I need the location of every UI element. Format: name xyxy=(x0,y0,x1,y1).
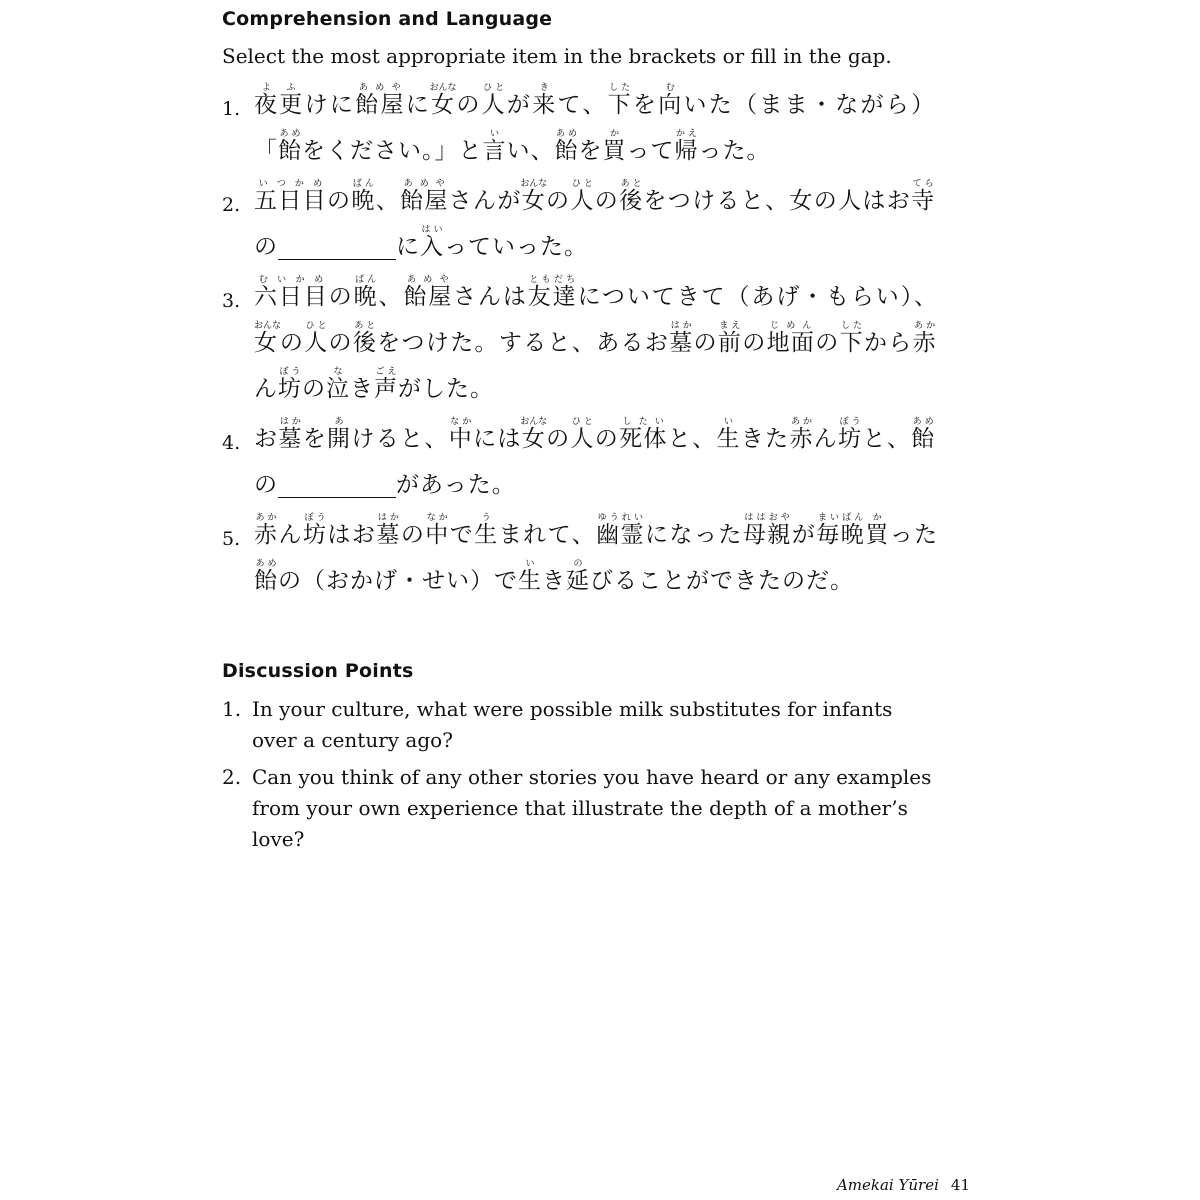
ruby-word: 後あと xyxy=(352,321,378,356)
ruby-word: 生う xyxy=(474,513,499,548)
ruby-word: 赤あか xyxy=(789,417,814,452)
ruby-word: 来き xyxy=(532,83,558,118)
ruby-word: 母親ははおや xyxy=(742,513,792,548)
ruby-word: 買か xyxy=(865,513,890,548)
question-text: 夜更よふけに飴屋あめやに女おんなの人ひとが来きて、下したを向むいた（まま・ながら）「飴あめをください。」と言いい、飴あめを買かって帰かえった。 xyxy=(254,83,936,164)
ruby-word: 飴あめ xyxy=(911,417,936,452)
page-number: 41 xyxy=(950,1176,970,1194)
question-text: お墓はかを開あけると、中なかには女おんなの人ひとの死体したいと、生いきた赤あかん坊ぼうと、飴あめの があった。 xyxy=(254,417,936,498)
discussion-number: 1. xyxy=(222,697,242,721)
question-text: 赤あかん坊ぼうはお墓はかの中なかで生うまれて、幽霊ゆうれいになった母親ははおやが毎晩まいばん買かった飴あめの（おかげ・せい）で生いき延のびることができたのだ。 xyxy=(254,513,939,594)
ruby-word: 坊ぼう xyxy=(278,367,302,402)
ruby-word: 声ごえ xyxy=(374,367,398,402)
ruby-word: 晩ばん xyxy=(351,179,376,214)
question-number: 1. xyxy=(222,98,241,120)
ruby-word: 向む xyxy=(658,83,684,118)
question-item-3 xyxy=(222,274,938,412)
ruby-word: 墓はか xyxy=(278,417,303,452)
question-number: 2. xyxy=(222,194,241,216)
ruby-word: 飴あめ xyxy=(254,559,278,594)
ruby-word: 飴屋あめや xyxy=(355,83,406,118)
comprehension-list xyxy=(222,82,938,608)
ruby-word: 地面じめん xyxy=(766,321,816,356)
ruby-word: 人ひと xyxy=(481,83,507,118)
ruby-word: 飴屋あめや xyxy=(403,275,454,310)
ruby-word: 赤あか xyxy=(254,513,279,548)
ruby-word: 墓はか xyxy=(376,513,401,548)
ruby-word: 墓はか xyxy=(669,321,694,356)
ruby-word: 女おんな xyxy=(520,417,548,452)
ruby-word: 夜更よふ xyxy=(254,83,305,118)
question-item-4 xyxy=(222,416,938,508)
ruby-word: 人ひと xyxy=(304,321,329,356)
ruby-word: 延の xyxy=(566,559,590,594)
question-text: 五日目いつかめの晩ばん、飴屋あめやさんが女おんなの人ひとの後あとをつけると、女の人はお寺てらの に入はいっていった。 xyxy=(254,179,936,260)
answer-blank[interactable] xyxy=(278,471,396,498)
ruby-word: 買か xyxy=(602,129,627,164)
question-number: 5. xyxy=(222,528,241,550)
ruby-word: 五日目いつかめ xyxy=(254,179,327,214)
discussion-text: Can you think of any other stories you have heard or any examples from your own experience that illustrate the depth of a mother’s love? xyxy=(252,765,932,851)
ruby-word: 坊ぼう xyxy=(838,417,863,452)
discussion-number: 2. xyxy=(222,765,242,789)
comprehension-heading: Comprehension and Language xyxy=(222,8,553,30)
ruby-word: 飴屋あめや xyxy=(400,179,449,214)
ruby-word: 人ひと xyxy=(570,417,595,452)
question-text: 六日目むいかめの晩ばん、飴屋あめやさんは友達ともだちについてきて（あげ・もらい）、女おんなの人ひとの後あとをつけた。すると、あるお墓はかの前まえの地面じめんの下したから赤あかん坊ぼうの泣なき声ごえがした。 xyxy=(254,275,939,402)
ruby-word: 泣な xyxy=(326,367,350,402)
ruby-word: 中なか xyxy=(425,513,450,548)
question-item-1 xyxy=(222,82,938,174)
ruby-word: 飴あめ xyxy=(278,129,302,164)
ruby-word: 帰かえ xyxy=(674,129,699,164)
ruby-word: 女おんな xyxy=(254,321,282,356)
ruby-word: 言い xyxy=(482,129,507,164)
page xyxy=(222,0,938,1200)
discussion-list xyxy=(222,694,938,861)
running-title: Amekai Yūrei xyxy=(836,1176,939,1194)
ruby-word: 死体したい xyxy=(619,417,668,452)
discussion-heading: Discussion Points xyxy=(222,660,414,682)
question-number: 3. xyxy=(222,290,241,312)
ruby-word: 開あ xyxy=(327,417,352,452)
ruby-word: 晩ばん xyxy=(353,275,379,310)
discussion-item-1 xyxy=(222,694,938,756)
ruby-word: 毎晩まいばん xyxy=(816,513,866,548)
ruby-word: 生い xyxy=(716,417,741,452)
ruby-word: 前まえ xyxy=(717,321,743,356)
ruby-word: 六日目むいかめ xyxy=(254,275,329,310)
question-number: 4. xyxy=(222,432,241,454)
answer-blank[interactable] xyxy=(278,233,396,260)
ruby-word: 人ひと xyxy=(570,179,595,214)
ruby-word: 女おんな xyxy=(520,179,548,214)
ruby-word: 生い xyxy=(518,559,542,594)
ruby-word: 飴あめ xyxy=(554,129,579,164)
ruby-word: 友達ともだち xyxy=(527,275,578,310)
discussion-text: In your culture, what were possible milk substitutes for infants over a century ago? xyxy=(252,697,893,752)
instruction-text: Select the most appropriate item in the brackets or fill in the gap. xyxy=(222,44,892,68)
ruby-word: 下した xyxy=(839,321,864,356)
question-item-5 xyxy=(222,512,938,604)
question-item-2 xyxy=(222,178,938,270)
page-footer xyxy=(837,1176,970,1194)
ruby-word: 幽霊ゆうれい xyxy=(596,513,646,548)
ruby-word: 後あと xyxy=(619,179,644,214)
ruby-word: 下した xyxy=(607,83,633,118)
ruby-word: 赤あか xyxy=(912,321,937,356)
ruby-word: 坊ぼう xyxy=(302,513,328,548)
ruby-word: 入はい xyxy=(420,225,444,260)
ruby-word: 中なか xyxy=(448,417,474,452)
ruby-word: 寺てら xyxy=(911,179,936,214)
ruby-word: 女おんな xyxy=(429,83,457,118)
discussion-item-2 xyxy=(222,762,938,855)
